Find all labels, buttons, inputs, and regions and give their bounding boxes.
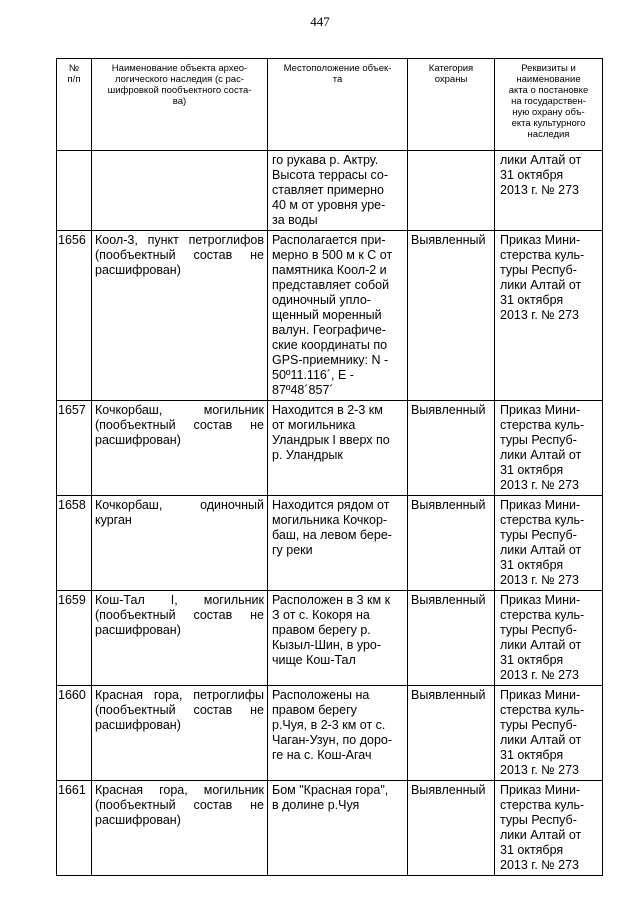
header-location: Местоположение объек- та xyxy=(268,59,408,151)
cell-name: Кочкорбаш, одиночный курган xyxy=(92,496,268,591)
cell-number: 1658 xyxy=(57,496,92,591)
cell-location: Располагается при- мерно в 500 м к С от памятника Коол-2 и представляет собой одиночный упло- щенный моренный валун. Географиче- ские координаты по GPS-приемнику: N - 50º11.116´, E - 87º48´857´ xyxy=(268,231,408,401)
page-number: 447 xyxy=(310,14,330,29)
table-row xyxy=(57,591,603,686)
cell-location: Расположены на правом берегу р.Чуя, в 2-3 км от с. Чаган-Узун, по доро- ге на с. Кош-Агач xyxy=(268,686,408,781)
cell-act: Приказ Мини- стерства куль- туры Респуб- лики Алтай от 31 октября 2013 г. № 273 xyxy=(495,496,603,591)
cell-category xyxy=(408,151,495,231)
cell-number xyxy=(57,151,92,231)
cell-name: Красная гора, могильник (пообъектный состав не расшифрован) xyxy=(92,781,268,876)
cell-name: Кош-Тал I, могильник (пообъектный состав не расшифрован) xyxy=(92,591,268,686)
table-row xyxy=(57,781,603,876)
table-row xyxy=(57,496,603,591)
table-row-continuation xyxy=(57,151,603,231)
cell-number: 1657 xyxy=(57,401,92,496)
cell-number: 1656 xyxy=(57,231,92,401)
header-protection-category: Категория охраны xyxy=(408,59,495,151)
header-object-name: Наименование объекта архео- логического наследия (с рас- шифровкой пообъектного соста- ва) xyxy=(92,59,268,151)
cell-name xyxy=(92,151,268,231)
table-header-row xyxy=(57,59,603,151)
cell-location: Находится рядом от могильника Кочкор- баш, на левом бере- гу реки xyxy=(268,496,408,591)
cell-category: Выявленный xyxy=(408,781,495,876)
cell-category: Выявленный xyxy=(408,591,495,686)
cell-act: Приказ Мини- стерства куль- туры Респуб- лики Алтай от 31 октября 2013 г. № 273 xyxy=(495,591,603,686)
cell-category: Выявленный xyxy=(408,401,495,496)
cell-category: Выявленный xyxy=(408,496,495,591)
cell-location: Расположен в 3 км к З от с. Кокоря на правом берегу р. Кызыл-Шин, в уро- чище Кош-Тал xyxy=(268,591,408,686)
cell-location: Бом "Красная гора", в долине р.Чуя xyxy=(268,781,408,876)
header-number: № п/п xyxy=(57,59,92,151)
header-act-details: Реквизиты и наименование акта о постановке на государствен- ную охрану объ- екта культурного наследия xyxy=(495,59,603,151)
cell-category: Выявленный xyxy=(408,231,495,401)
table-row xyxy=(57,686,603,781)
cell-category: Выявленный xyxy=(408,686,495,781)
heritage-objects-table xyxy=(56,58,603,876)
cell-act: лики Алтай от 31 октября 2013 г. № 273 xyxy=(495,151,603,231)
cell-name: Кочкорбаш, могильник (пообъектный состав не расшифрован) xyxy=(92,401,268,496)
cell-location: Находится в 2-3 км от могильника Уландрык I вверх по р. Уландрык xyxy=(268,401,408,496)
cell-number: 1659 xyxy=(57,591,92,686)
cell-act: Приказ Мини- стерства куль- туры Респуб- лики Алтай от 31 октября 2013 г. № 273 xyxy=(495,401,603,496)
cell-number: 1660 xyxy=(57,686,92,781)
table-row xyxy=(57,231,603,401)
cell-act: Приказ Мини- стерства куль- туры Респуб- лики Алтай от 31 октября 2013 г. № 273 xyxy=(495,781,603,876)
cell-act: Приказ Мини- стерства куль- туры Респуб- лики Алтай от 31 октября 2013 г. № 273 xyxy=(495,231,603,401)
cell-name: Коол-3, пункт петроглифов (пообъектный состав не расшифрован) xyxy=(92,231,268,401)
table-row xyxy=(57,401,603,496)
cell-number: 1661 xyxy=(57,781,92,876)
cell-name: Красная гора, петроглифы (пообъектный состав не расшифрован) xyxy=(92,686,268,781)
cell-location: го рукава р. Актру. Высота террасы со- ставляет примерно 40 м от уровня уре- за воды xyxy=(268,151,408,231)
cell-act: Приказ Мини- стерства куль- туры Респуб- лики Алтай от 31 октября 2013 г. № 273 xyxy=(495,686,603,781)
